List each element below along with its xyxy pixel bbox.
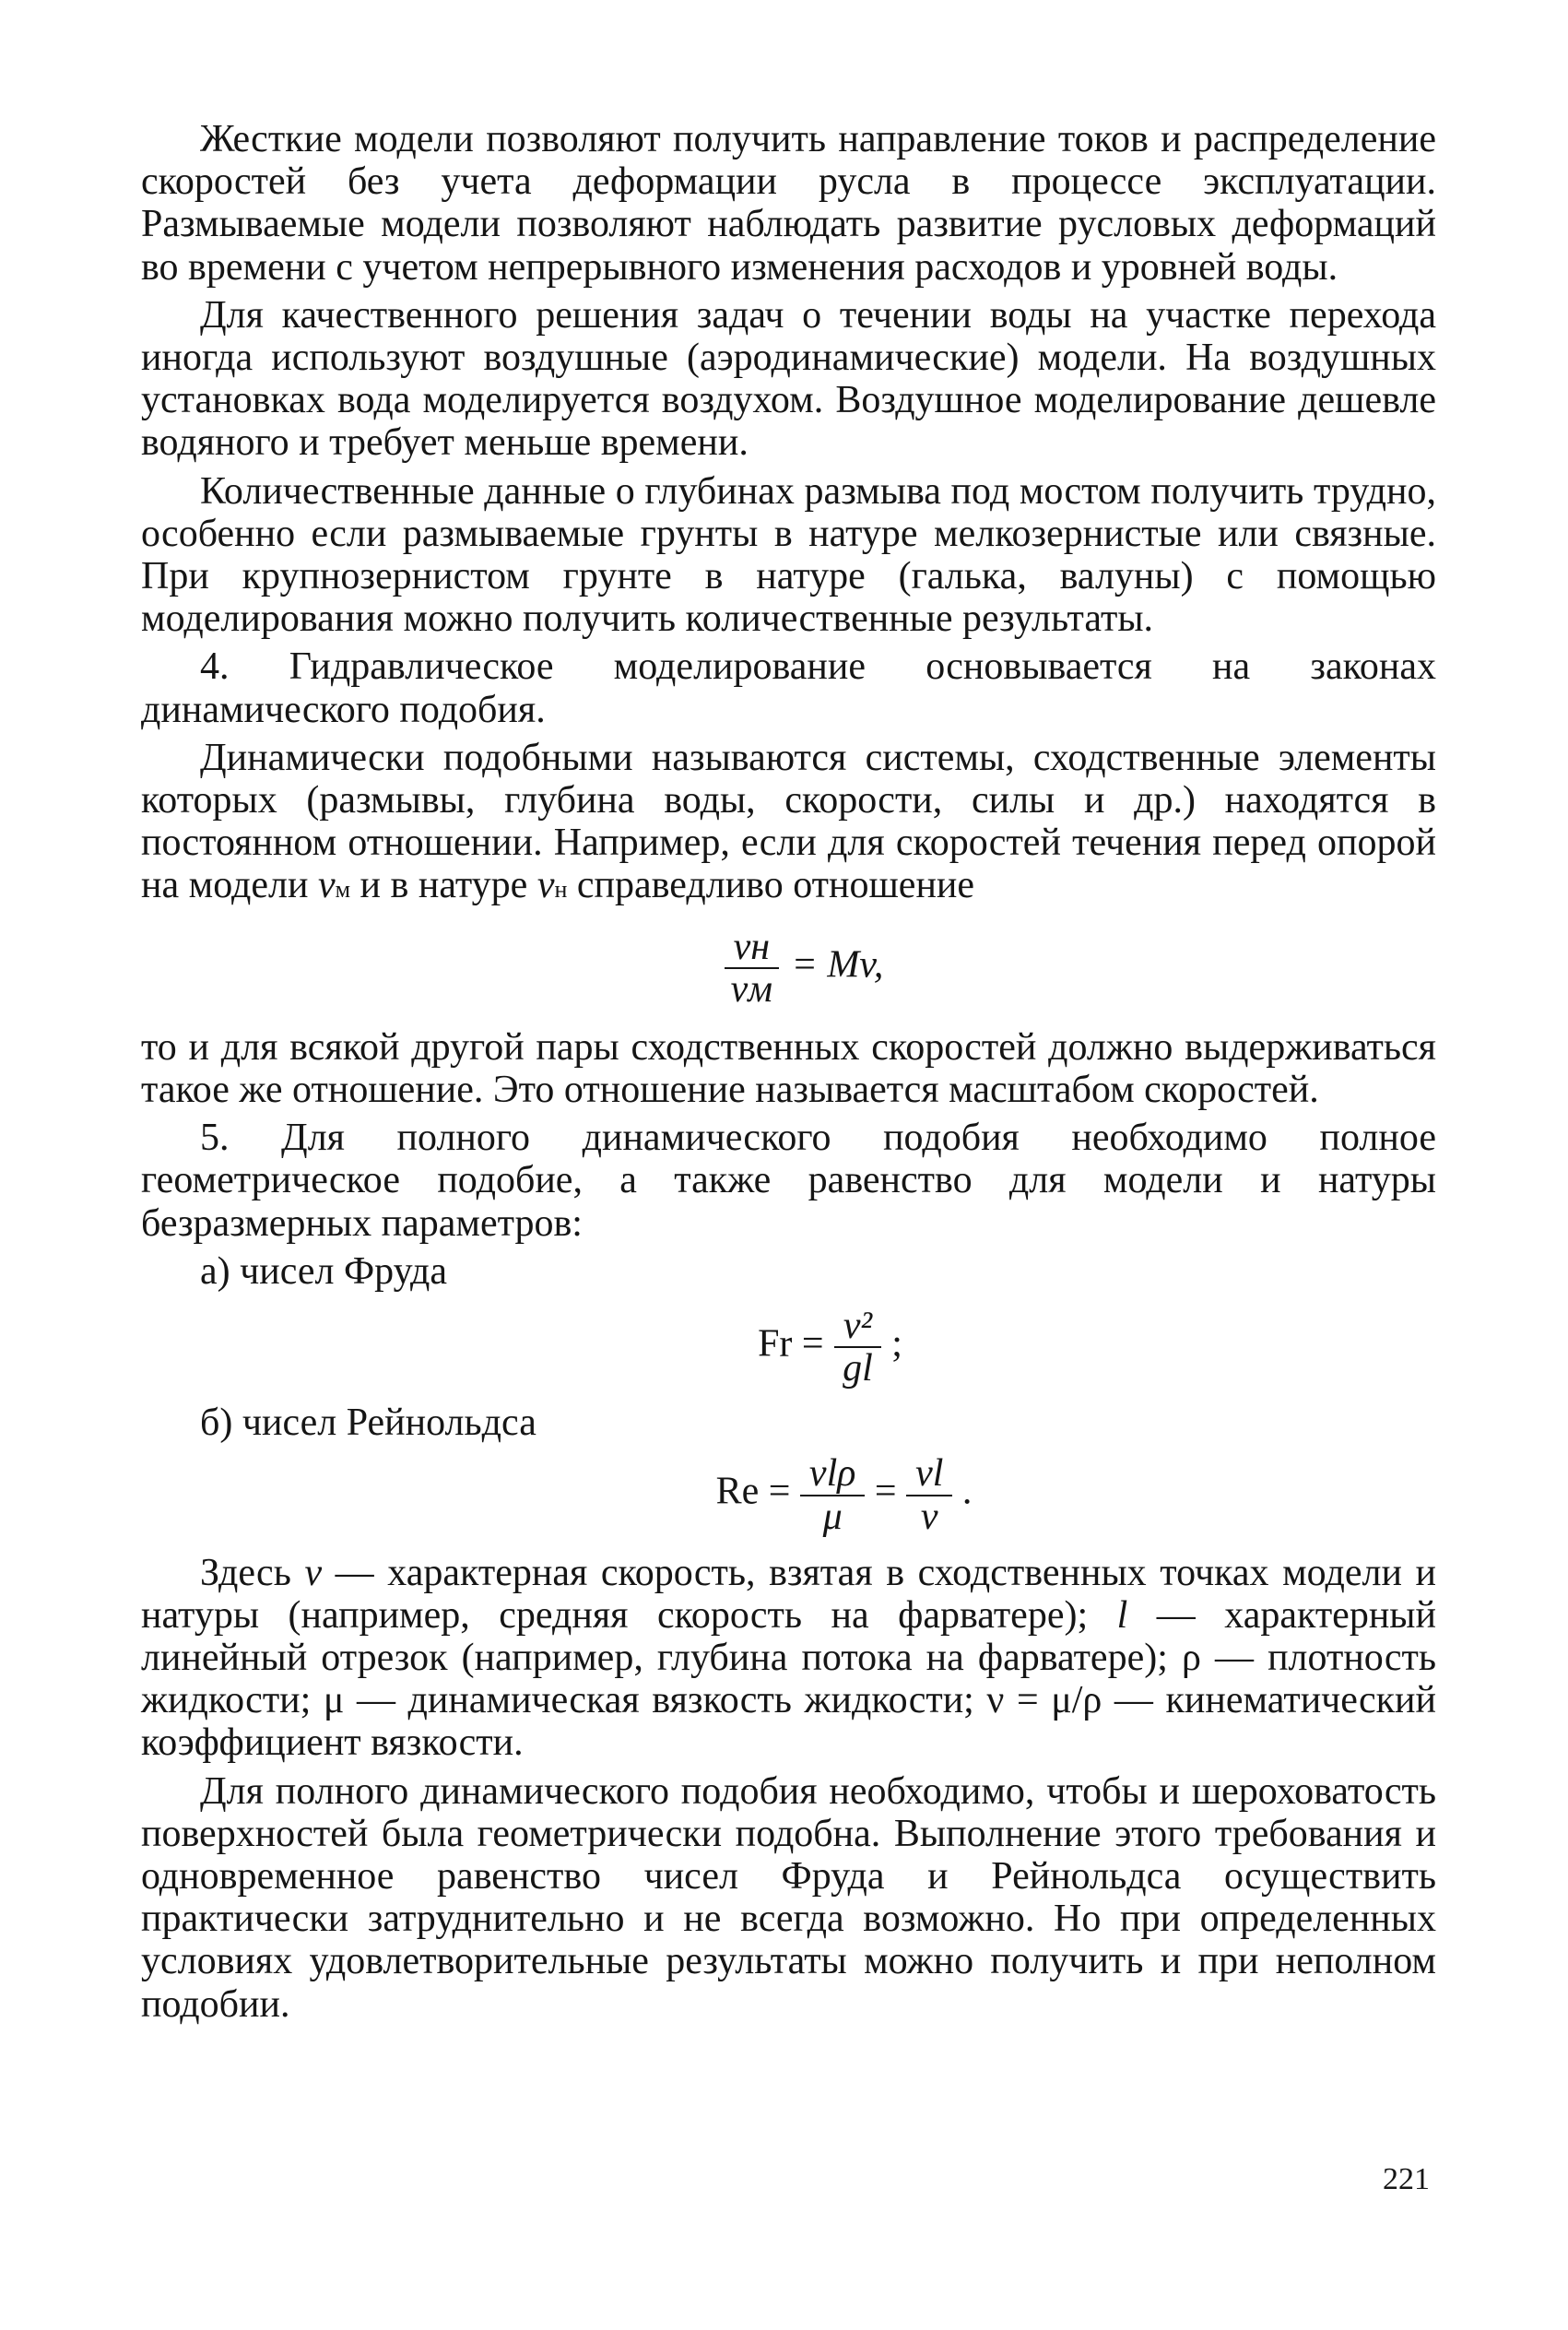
text-run: и в натуре bbox=[350, 864, 537, 907]
symbol-l: l bbox=[1116, 1593, 1128, 1637]
formula-froude bbox=[141, 1306, 1436, 1389]
symbol-v-nature: vн bbox=[536, 864, 568, 907]
paragraph-definitions bbox=[141, 1552, 1436, 1765]
text-run: Здесь bbox=[200, 1551, 305, 1594]
page-number: 221 bbox=[1383, 2162, 1430, 2196]
list-item-froude: а) чисел Фруда bbox=[200, 1249, 447, 1293]
fraction bbox=[906, 1453, 952, 1536]
denominator: vм bbox=[730, 967, 773, 1011]
symbol-v-model: vм bbox=[317, 864, 351, 907]
formula-tail: . bbox=[961, 1471, 973, 1514]
formula-velocity-scale bbox=[141, 927, 1436, 1010]
denominator: μ bbox=[822, 1495, 843, 1538]
paragraph-air-models: Для качественного решения задач о течении воды на участке перехода иногда используют воздушные (аэродинамические) модели. На воздушных установках вода моделируется воздухом. Воздушное моделирование дешевле водяного и требует меньше времени. bbox=[141, 293, 1436, 465]
list-item-reynolds: б) чисел Рейнольдса bbox=[200, 1402, 536, 1445]
text-run: справедливо отношение bbox=[567, 864, 975, 907]
numerator: vl bbox=[906, 1453, 952, 1496]
formula-equals: = bbox=[874, 1471, 897, 1514]
formula-rhs: = Mv, bbox=[791, 943, 884, 987]
paragraph-quantitative-data: Количественные данные о глубинах размыва под мостом получить трудно, особенно если размываемые грунты в натуре мелкозернистые или связные. При крупнозернистом грунте в натуре (галька, валуны) с помощью моделирования можно получить количественные результаты. bbox=[141, 469, 1436, 641]
fraction bbox=[800, 1453, 865, 1536]
fraction bbox=[722, 927, 782, 1010]
formula-reynolds bbox=[141, 1453, 1436, 1536]
formula-lhs: Fr = bbox=[758, 1322, 824, 1366]
fraction bbox=[833, 1306, 882, 1389]
numerator: vн bbox=[725, 927, 779, 969]
symbol-v: v bbox=[304, 1551, 323, 1594]
page-content bbox=[141, 118, 1436, 2031]
denominator: gl bbox=[843, 1347, 873, 1390]
paragraph-point-5: 5. Для полного динамического подобия необходимо полное геометрическое подобие, а также равенство для модели и натуры безразмерных параметров: bbox=[141, 1117, 1436, 1245]
formula-tail: ; bbox=[891, 1322, 902, 1366]
text-run: — характерная скорость, взятая в сходственных точках модели и натуры (например, средняя скорость на фарватере); bbox=[141, 1551, 1436, 1637]
text-run: Динамически подобными называются системы, сходственные элементы которых (размывы, глубина воды, скорости, силы и др.) находятся в постоянном отношении. Например, если для скоростей течения перед опорой на модели bbox=[141, 736, 1436, 907]
paragraph-dynamic-similarity bbox=[141, 737, 1436, 912]
formula-lhs: Re = bbox=[715, 1471, 791, 1514]
text-run: — характерный линейный отрезок (например, глубина потока на фарватере); ρ — плотность жидкости; μ — динамическая вязкость жидкости; ν = μ/ρ — кинематический коэффициент вязкости. bbox=[141, 1593, 1436, 1765]
paragraph-velocity-scale: то и для всякой другой пары сходственных скоростей должно выдерживаться такое же отношение. Это отношение называется масштабом скоростей. bbox=[141, 1025, 1436, 1112]
paragraph-rigid-models: Жесткие модели позволяют получить направление токов и распределение скоростей без учета деформации русла в процессе эксплуатации. Размываемые модели позволяют наблюдать развитие русловых деформаций во времени с учетом непрерывного изменения расходов и уровней воды. bbox=[141, 118, 1436, 289]
denominator: ν bbox=[920, 1495, 938, 1538]
paragraph-roughness: Для полного динамического подобия необходимо, чтобы и шероховатость поверхностей была геометрически подобна. Выполнение этого требования и одновременное равенство чисел Фруда и Рейнольдса осуществить практически затруднительно и не всегда возможно. Но при определенных условиях удовлетворительные результаты можно получить и при неполном подобии. bbox=[141, 1769, 1436, 2026]
numerator: v² bbox=[834, 1306, 881, 1348]
numerator: vlρ bbox=[800, 1453, 865, 1496]
paragraph-point-4: 4. Гидравлическое моделирование основывается на законах динамического подобия. bbox=[141, 645, 1436, 731]
